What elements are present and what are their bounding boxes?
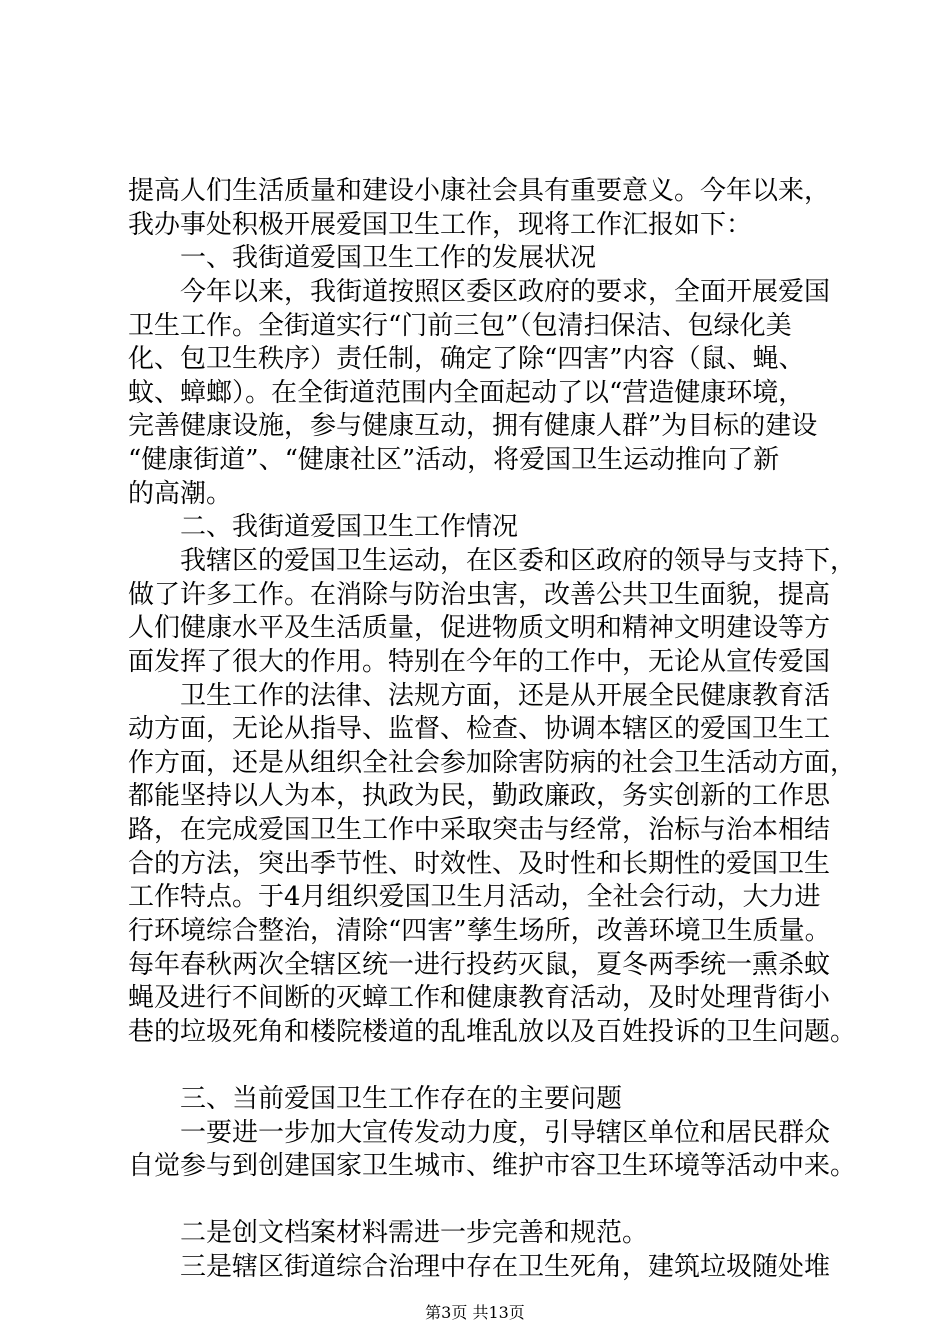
section-heading: 二、我街道爱国卫生工作情况 (180, 512, 519, 542)
text-line: 做了许多工作。在消除与防治虫害，改善公共卫生面貌，提高 (128, 580, 831, 610)
text-line: 今年以来，我街道按照区委区政府的要求，全面开展爱国 (180, 277, 831, 307)
text-line: 作方面，还是从组织全社会参加除害防病的社会卫生活动方面， (128, 748, 857, 778)
text-line: 卫生工作。全街道实行“门前三包”（包清扫保洁、包绿化美 (128, 311, 792, 341)
text-line: 行环境综合整治，清除“四害”孳生场所，改善环境卫生质量。 (128, 916, 831, 946)
page-footer: 第3页 共13页 (425, 1303, 525, 1322)
text-line: 一要进一步加大宣传发动力度，引导辖区单位和居民群众 (180, 1118, 831, 1148)
text-line: 路，在完成爱国卫生工作中采取突击与经常，治标与治本相结 (128, 815, 831, 845)
text-line: 自觉参与到创建国家卫生城市、维护市容卫生环境等活动中来。 (128, 1151, 857, 1181)
text-line: 都能坚持以人为本，执政为民，勤政廉政，务实创新的工作思 (128, 781, 831, 811)
text-line: 二是创文档案材料需进一步完善和规范。 (180, 1218, 649, 1248)
text-line: 化、包卫生秩序）责任制，确定了除“四害”内容（鼠、蝇、 (128, 344, 805, 374)
text-line: 我辖区的爱国卫生运动，在区委和区政府的领导与支持下， (180, 546, 857, 576)
text-line: 动方面，无论从指导、监督、检查、协调本辖区的爱国卫生工 (128, 714, 831, 744)
text-line: 人们健康水平及生活质量，促进物质文明和精神文明建设等方 (128, 613, 831, 643)
text-line: 合的方法，突出季节性、时效性、及时性和长期性的爱国卫生 (128, 849, 831, 879)
text-line: 卫生工作的法律、法规方面，还是从开展全民健康教育活 (180, 681, 831, 711)
section-heading: 三、当前爱国卫生工作存在的主要问题 (180, 1084, 623, 1114)
text-line: 的高潮。 (128, 479, 233, 509)
text-line: 我办事处积极开展爱国卫生工作，现将工作汇报如下： (128, 210, 753, 240)
text-line: “健康街道”、“健康社区”活动，将爱国卫生运动推向了新 (128, 445, 780, 475)
text-line: 每年春秋两次全辖区统一进行投药灭鼠，夏冬两季统一熏杀蚊 (128, 950, 831, 980)
text-line: 提高人们生活质量和建设小康社会具有重要意义。今年以来， (128, 176, 831, 206)
section-heading: 一、我街道爱国卫生工作的发展状况 (180, 243, 597, 273)
text-line: 完善健康设施，参与健康互动，拥有健康人群”为目标的建设 (128, 411, 818, 441)
text-line: 面发挥了很大的作用。特别在今年的工作中，无论从宣传爱国 (128, 647, 831, 677)
text-line: 蚊、蟑螂）。在全街道范围内全面起动了以“营造健康环境， (128, 378, 805, 408)
text-line: 蝇及进行不间断的灭蟑工作和健康教育活动，及时处理背街小 (128, 983, 831, 1013)
text-line: 三是辖区街道综合治理中存在卫生死角，建筑垃圾随处堆 (180, 1252, 831, 1282)
text-line: 工作特点。于4月组织爱国卫生月活动，全社会行动，大力进 (128, 882, 821, 912)
text-line: 巷的垃圾死角和楼院楼道的乱堆乱放以及百姓投诉的卫生问题。 (128, 1017, 857, 1047)
